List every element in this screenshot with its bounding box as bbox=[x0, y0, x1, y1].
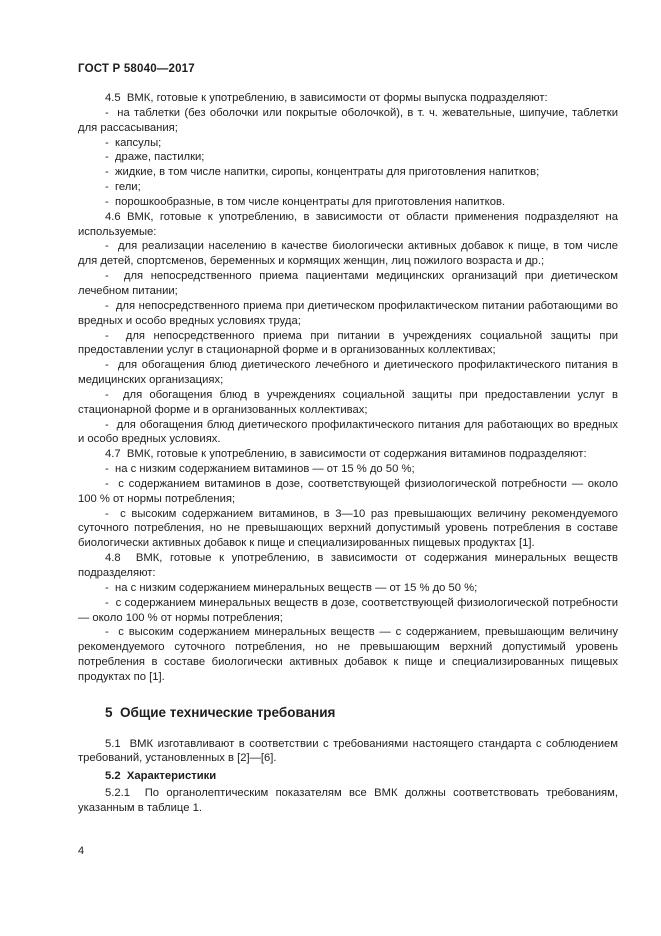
paragraph: - для обогащения блюд диетического профилактического питания для работающих во вредных и особо вредных условиях. bbox=[78, 418, 618, 446]
paragraph: - капсулы; bbox=[105, 136, 162, 149]
paragraph: - для непосредственного приема при питании в учреждениях социальной защиты при предоставлении услуг в стационарной форме и в организованных коллективах; bbox=[78, 329, 618, 357]
paragraph: - для реализации населению в качестве биологически активных добавок к пище, в том числе для детей, спортсменов, беременных и кормящих женщин, лиц пожилого возраста и др.; bbox=[78, 240, 618, 268]
paragraph: - гели; bbox=[105, 181, 141, 194]
paragraph: - с высоким содержанием минеральных веществ — с содержанием, превышающим величину рекомендуемого суточного потребления, но не превышающим верхний допустимый уровень потребления в составе биологически активных добавок к пище и специализированных пищевых продуктах по [1]. bbox=[78, 626, 618, 683]
paragraph: - с содержанием витаминов в дозе, соответствующей физиологической потребности — около 100 % от нормы потребления; bbox=[78, 477, 618, 505]
paragraph: 5.2.1 По органолептическим показателям все ВМК должны соответствовать требованиям, указанным в таблице 1. bbox=[78, 787, 618, 814]
paragraph: - драже, пастилки; bbox=[105, 151, 205, 164]
paragraph: - на с низким содержанием витаминов — от 15 % до 50 %; bbox=[105, 463, 415, 476]
paragraph: - для непосредственного приема пациентами медицинских организаций при диетическом лечебном питании; bbox=[78, 270, 618, 297]
paragraph: - на таблетки (без оболочки или покрытые оболочкой), в т. ч. жевательные, шипучие, таблетки для рассасывания; bbox=[78, 106, 618, 134]
paragraph: - жидкие, в том числе напитки, сиропы, концентраты для приготовления напитков; bbox=[105, 166, 540, 179]
paragraph: - порошкообразные, в том числе концентраты для приготовления напитков. bbox=[105, 195, 506, 208]
paragraph: 4.8 ВМК, готовые к употреблению, в зависимости от содержания минеральных веществ подразделяют: bbox=[78, 552, 618, 579]
page-number: 4 bbox=[78, 845, 85, 857]
document-content bbox=[78, 91, 618, 816]
paragraph: - с высоким содержанием витаминов, в 3—10 раз превышающих величину рекомендуемого суточного потребления, но не превышающих верхний допустимый уровень потребления в составе биологически активных добавок к пище и специализированных пищевых продуктах [1]. bbox=[78, 507, 618, 550]
paragraph: 4.6 ВМК, готовые к употреблению, в зависимости от области применения подразделяют на используемые: bbox=[78, 210, 618, 238]
paragraph: 4.5 ВМК, готовые к употреблению, в зависимости от формы выпуска подразделяют: bbox=[105, 92, 548, 104]
paragraph: - для непосредственного приема при диетическом профилактическом питании работающими во вредных и особо вредных условиях труда; bbox=[78, 299, 618, 327]
paragraph: - с содержанием минеральных веществ в дозе, соответствующей физиологической потребности — около 100 % от нормы потребления; bbox=[78, 596, 618, 624]
document-header: ГОСТ Р 58040—2017 bbox=[78, 63, 195, 75]
section-heading: 5 Общие технические требования bbox=[105, 704, 336, 720]
paragraph: - для обогащения блюд в учреждениях социальной защиты при предоставлении услуг в стационарной форме и в организованных коллективах; bbox=[78, 388, 618, 416]
paragraph: 4.7 ВМК, готовые к употреблению, в зависимости от содержания витаминов подразделяют: bbox=[105, 448, 587, 461]
sub-heading: 5.2 Характеристики bbox=[105, 770, 217, 783]
paragraph: - на с низким содержанием минеральных веществ — от 15 % до 50 %; bbox=[105, 581, 478, 594]
paragraph: - для обогащения блюд диетического лечебного и диетического профилактического питания в медицинских организациях; bbox=[78, 359, 618, 387]
paragraph: 5.1 ВМК изготавливают в соответствии с требованиями настоящего стандарта с соблюдением требований, установленных в [2]—[6]. bbox=[78, 737, 618, 765]
